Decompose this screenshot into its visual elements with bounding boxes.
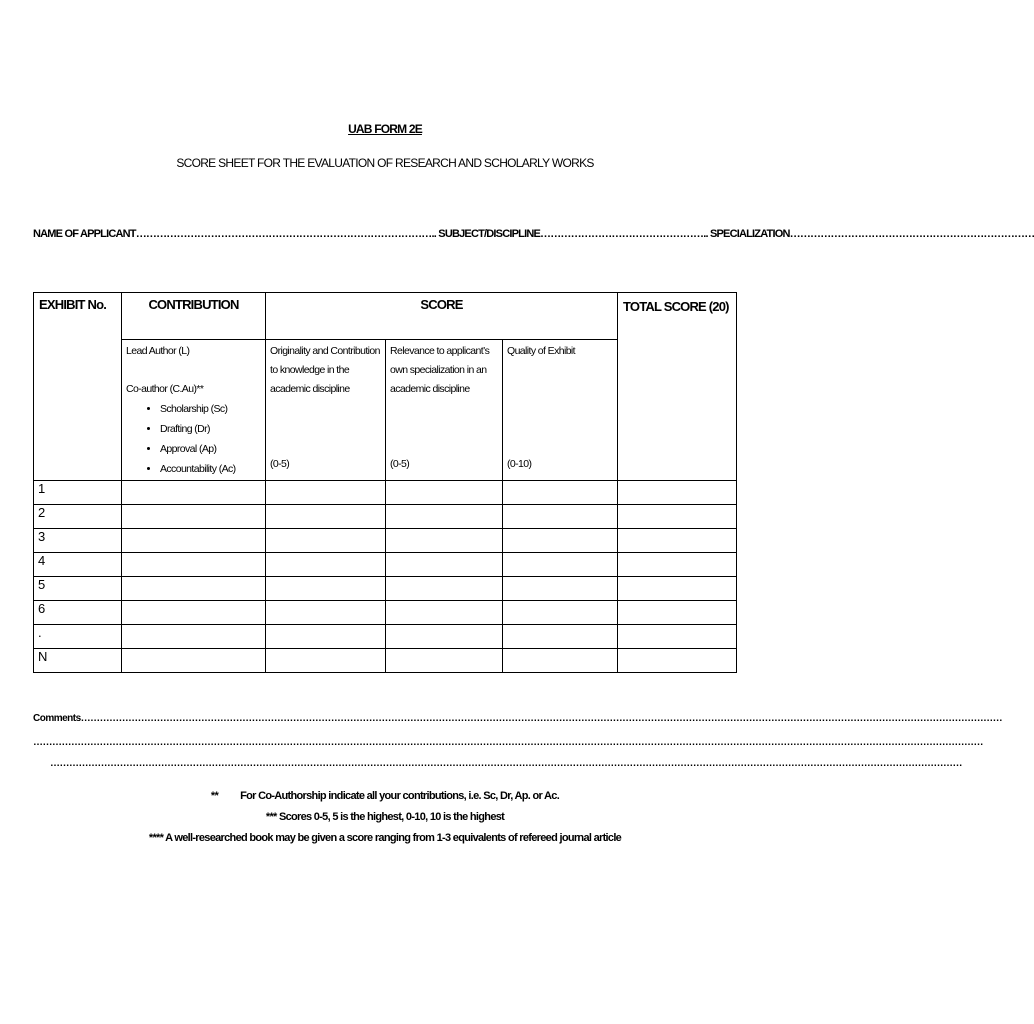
total-score-cell[interactable] xyxy=(618,625,737,649)
relevance-score-cell[interactable] xyxy=(386,625,503,649)
exhibit-number: 6 xyxy=(34,601,122,625)
role-scholarship: • Scholarship (Sc) xyxy=(160,399,265,419)
quality-score-cell[interactable] xyxy=(503,529,618,553)
total-score-cell[interactable] xyxy=(618,505,737,529)
originality-score-cell[interactable] xyxy=(266,625,386,649)
contribution-cell[interactable] xyxy=(122,505,266,529)
total-score-cell[interactable] xyxy=(618,553,737,577)
criterion-originality-range: (0-5) xyxy=(270,458,290,470)
table-row xyxy=(34,649,737,673)
criterion-relevance: Relevance to applicant’s own specialization in an academic discipline (0-5) xyxy=(386,340,503,481)
table-row xyxy=(34,529,737,553)
originality-score-cell[interactable] xyxy=(266,649,386,673)
total-score-cell[interactable] xyxy=(618,529,737,553)
table-row xyxy=(34,625,737,649)
total-score-cell[interactable] xyxy=(618,577,737,601)
relevance-score-cell[interactable] xyxy=(386,649,503,673)
quality-score-cell[interactable] xyxy=(503,577,618,601)
exhibit-number: . xyxy=(34,625,122,649)
originality-score-cell[interactable] xyxy=(266,529,386,553)
exhibit-number: N xyxy=(34,649,122,673)
note-coauthorship-mark: ** xyxy=(210,790,219,802)
exhibit-number: 3 xyxy=(34,529,122,553)
comments-line[interactable]: ………………………………………………………………………………………………………………………………………………………………………………………………………………………………………………………………………… xyxy=(33,737,983,748)
comments-line[interactable]: Comments………………………………………………………………………………………………………………………………………………………………………………………………………………………………………………………………… xyxy=(33,713,1003,724)
relevance-score-cell[interactable] xyxy=(386,601,503,625)
table-row xyxy=(34,601,737,625)
contribution-cell[interactable] xyxy=(122,649,266,673)
criterion-relevance-range: (0-5) xyxy=(390,458,410,470)
coauthor-roles-list xyxy=(126,399,265,479)
contribution-roles-cell xyxy=(122,340,266,481)
exhibit-number: 1 xyxy=(34,481,122,505)
contribution-cell[interactable] xyxy=(122,601,266,625)
lead-author-label: Lead Author (L) xyxy=(126,345,190,357)
originality-score-cell[interactable] xyxy=(266,481,386,505)
contribution-cell[interactable] xyxy=(122,553,266,577)
contribution-cell[interactable] xyxy=(122,481,266,505)
table-row xyxy=(34,481,737,505)
quality-score-cell[interactable] xyxy=(503,625,618,649)
contribution-cell[interactable] xyxy=(122,625,266,649)
table-row xyxy=(34,553,737,577)
form-subtitle: SCORE SHEET FOR THE EVALUATION OF RESEARCH AND SCHOLARLY WORKS xyxy=(176,156,594,170)
contribution-cell[interactable] xyxy=(122,577,266,601)
role-accountability: • Accountability (Ac) xyxy=(160,459,265,479)
role-drafting: • Drafting (Dr) xyxy=(160,419,265,439)
note-coauthorship-text: For Co-Authorship indicate all your contributions, i.e. Sc, Dr, Ap. or Ac. xyxy=(240,790,560,802)
originality-score-cell[interactable] xyxy=(266,553,386,577)
relevance-score-cell[interactable] xyxy=(386,529,503,553)
criterion-quality: Quality of Exhibit (0-10) xyxy=(503,340,618,481)
table-row xyxy=(34,505,737,529)
originality-score-cell[interactable] xyxy=(266,577,386,601)
quality-score-cell[interactable] xyxy=(503,553,618,577)
exhibit-number: 2 xyxy=(34,505,122,529)
exhibit-number: 5 xyxy=(34,577,122,601)
role-approval: • Approval (Ap) xyxy=(160,439,265,459)
score-table xyxy=(33,292,737,673)
exhibit-number: 4 xyxy=(34,553,122,577)
exhibit-header: EXHIBIT No. xyxy=(34,293,122,481)
criterion-quality-range: (0-10) xyxy=(507,458,532,470)
score-header: SCORE xyxy=(266,293,618,340)
note-book-scoring: **** A well-researched book may be given a score ranging from 1-3 equivalents of refereed journal article xyxy=(148,832,622,844)
relevance-score-cell[interactable] xyxy=(386,577,503,601)
quality-score-cell[interactable] xyxy=(503,649,618,673)
applicant-details-line[interactable]: NAME OF APPLICANT…………………………………………………………………………….. SUBJECT/DISCIPLINE………………………………………….. SPECIALIZATION……………………………………………………………… xyxy=(33,228,1034,240)
criterion-originality: Originality and Contribution to knowledge in the academic discipline (0-5) xyxy=(266,340,386,481)
coauthor-label: Co-author (C.Au)** xyxy=(126,383,204,395)
total-score-cell[interactable] xyxy=(618,481,737,505)
relevance-score-cell[interactable] xyxy=(386,553,503,577)
contribution-cell[interactable] xyxy=(122,529,266,553)
total-score-cell[interactable] xyxy=(618,601,737,625)
quality-score-cell[interactable] xyxy=(503,481,618,505)
originality-score-cell[interactable] xyxy=(266,505,386,529)
relevance-score-cell[interactable] xyxy=(386,505,503,529)
quality-score-cell[interactable] xyxy=(503,601,618,625)
relevance-score-cell[interactable] xyxy=(386,481,503,505)
comments-line[interactable]: ……………………………………………………………………………………………………………………………………………………………………………………………………………………………………………………………… xyxy=(50,758,962,769)
quality-score-cell[interactable] xyxy=(503,505,618,529)
total-score-cell[interactable] xyxy=(618,649,737,673)
table-row xyxy=(34,577,737,601)
note-coauthorship xyxy=(0,790,770,802)
total-score-header: TOTAL SCORE (20) xyxy=(618,293,737,481)
note-score-scale: *** Scores 0-5, 5 is the highest, 0-10, 10 is the highest xyxy=(265,811,505,823)
originality-score-cell[interactable] xyxy=(266,601,386,625)
contribution-header: CONTRIBUTION xyxy=(122,293,266,340)
form-code: UAB FORM 2E xyxy=(348,122,422,136)
